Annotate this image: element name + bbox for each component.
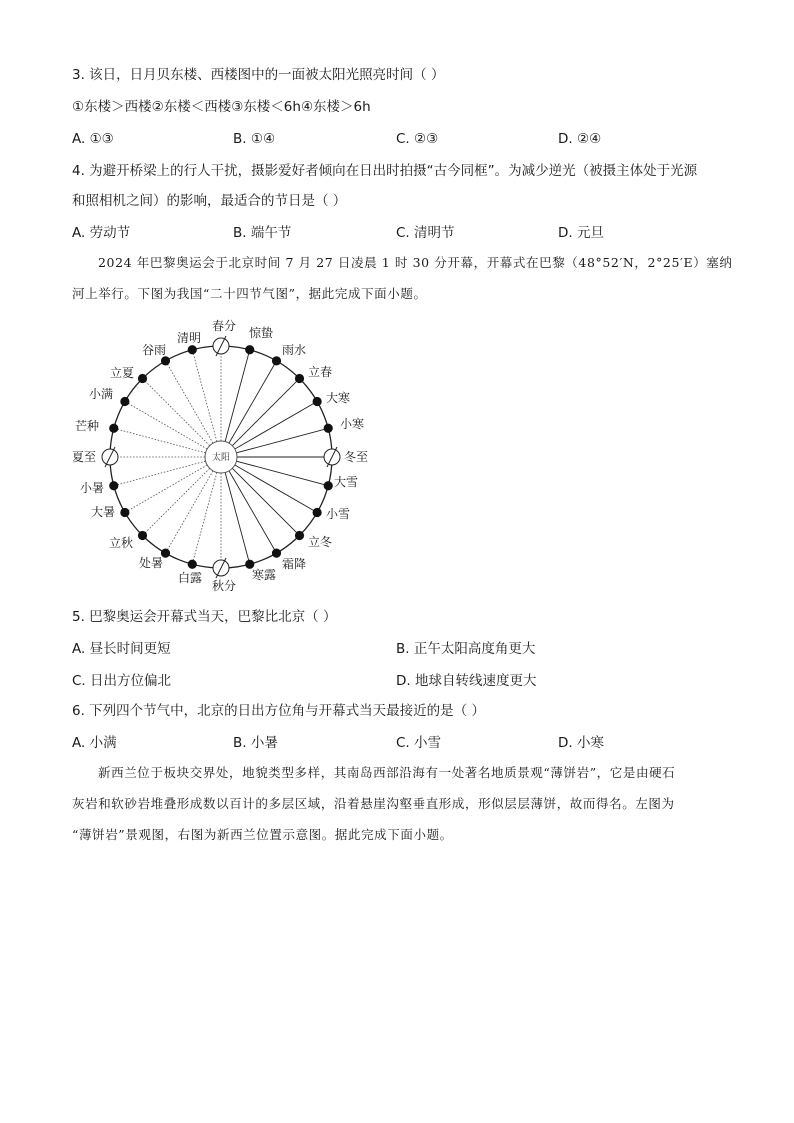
q5-option-d: D. 地球自转线速度更大: [396, 673, 537, 689]
q6-option-a: A. 小满: [72, 735, 117, 751]
q6-option-d: D. 小寒: [558, 735, 604, 751]
term-dot: [313, 397, 322, 406]
term-xiaoxue: 小雪: [326, 507, 351, 521]
term-mangzhong: 芒种: [75, 419, 100, 433]
term-xiaoman: 小满: [89, 387, 114, 401]
term-dot: [188, 345, 197, 354]
term-dot: [272, 356, 281, 365]
q4-option-c: C. 清明节: [396, 225, 455, 241]
term-xiaoshu: 小暑: [80, 481, 105, 495]
q3-stem: 3. 该日，日月贝东楼、西楼图中的一面被太阳光照亮时间（ ）: [72, 67, 445, 83]
q5-option-c: C. 日出方位偏北: [72, 673, 172, 689]
q3-option-b: B. ①④: [233, 131, 276, 147]
term-dot: [120, 508, 129, 517]
term-qingming: 清明: [177, 331, 202, 345]
term-dot: [313, 508, 322, 517]
term-dashu: 大暑: [91, 505, 116, 519]
spoke-line: [125, 402, 207, 450]
passage2-line1: 新西兰位于板块交界处，地貌类型多样，其南岛西部沿海有一处著名地质景观“薄饼岩”，它是由硬石: [98, 765, 676, 780]
q3-option-a: A. ①③: [72, 131, 114, 147]
term-dot: [245, 345, 254, 354]
spoke-line: [166, 361, 214, 443]
term-dot: [109, 424, 118, 433]
term-dot: [138, 374, 147, 383]
spoke-line: [166, 471, 214, 553]
spoke-line: [232, 379, 299, 446]
q5-stem: 5. 巴黎奥运会开幕式当天，巴黎比北京（ ）: [72, 609, 337, 625]
term-dot: [295, 374, 304, 383]
term-daxue: 大雪: [334, 475, 359, 489]
term-dahan: 大寒: [326, 391, 351, 405]
term-xiazhi: 夏至: [72, 450, 97, 464]
term-dot: [188, 560, 197, 569]
term-dot: [120, 397, 129, 406]
passage2-line3: “薄饼岩”景观图，右图为新西兰位置示意图。据此完成下面小题。: [72, 827, 453, 842]
spoke-line: [143, 379, 210, 446]
q3-option-c: C. ②③: [396, 131, 439, 147]
term-chunfen: 春分: [212, 319, 237, 333]
term-xiaohan: 小寒: [340, 417, 365, 431]
spoke-line: [125, 465, 207, 513]
term-lixia: 立夏: [110, 366, 135, 380]
solar-terms-diagram: [72, 312, 382, 597]
q5-option-b: B. 正午太阳高度角更大: [396, 641, 536, 657]
term-dot: [324, 424, 333, 433]
passage2-line2: 灰岩和软砂岩堆叠形成数以百计的多层区域，沿着悬崖沟壑垂直形成，形似层层薄饼，故而得名。左图为: [72, 796, 675, 811]
term-guyu: 谷雨: [142, 343, 167, 357]
q6-stem: 6. 下列四个节气中，北京的日出方位角与开幕式当天最接近的是（ ）: [72, 703, 485, 719]
q4-option-a: A. 劳动节: [72, 225, 131, 241]
q3-option-d: D. ②④: [558, 131, 602, 147]
q6-option-c: C. 小雪: [396, 735, 442, 751]
q3-statements: ①东楼＞西楼②东楼＜西楼③东楼＜6h④东楼＞6h: [72, 99, 371, 115]
q4-option-d: D. 元旦: [558, 225, 604, 241]
term-dot: [272, 549, 281, 558]
term-hanlu: 寒露: [252, 568, 277, 582]
term-jingzhe: 惊蛰: [249, 326, 274, 340]
term-dongzhi: 冬至: [344, 450, 369, 464]
term-yushui: 雨水: [282, 343, 307, 357]
spoke-line: [143, 468, 210, 535]
term-dot: [138, 531, 147, 540]
term-dot: [161, 356, 170, 365]
term-qiufen: 秋分: [212, 579, 237, 593]
spoke-line: [232, 468, 299, 535]
sun-label: 太阳: [211, 453, 231, 463]
passage1-line2: 河上举行。下图为我国“二十四节气图”，据此完成下面小题。: [72, 286, 427, 301]
term-dot: [295, 531, 304, 540]
q4-stem-line2: 和照相机之间）的影响，最适合的节日是（ ）: [72, 193, 347, 209]
term-bailu: 白露: [178, 571, 203, 585]
q6-option-b: B. 小暑: [233, 735, 278, 751]
q4-stem-line1: 4. 为避开桥梁上的行人干扰，摄影爱好者倾向在日出时拍摄“古今同框”。为减少逆光（被摄主体处于光源: [72, 163, 698, 179]
term-lidong: 立冬: [308, 535, 333, 549]
q4-option-b: B. 端午节: [233, 225, 292, 241]
term-chushu: 处暑: [139, 556, 164, 570]
term-lichun: 立春: [308, 365, 333, 379]
term-shuangjiang: 霜降: [282, 557, 307, 571]
term-dot: [109, 481, 118, 490]
term-liqiu: 立秋: [109, 536, 134, 550]
passage1-line1: 2024 年巴黎奥运会于北京时间 7 月 27 日凌晨 1 时 30 分开幕，开幕式在巴黎（48°52′N，2°25′E）塞纳: [98, 255, 733, 270]
q5-option-a: A. 昼长时间更短: [72, 641, 171, 657]
term-dot: [324, 481, 333, 490]
